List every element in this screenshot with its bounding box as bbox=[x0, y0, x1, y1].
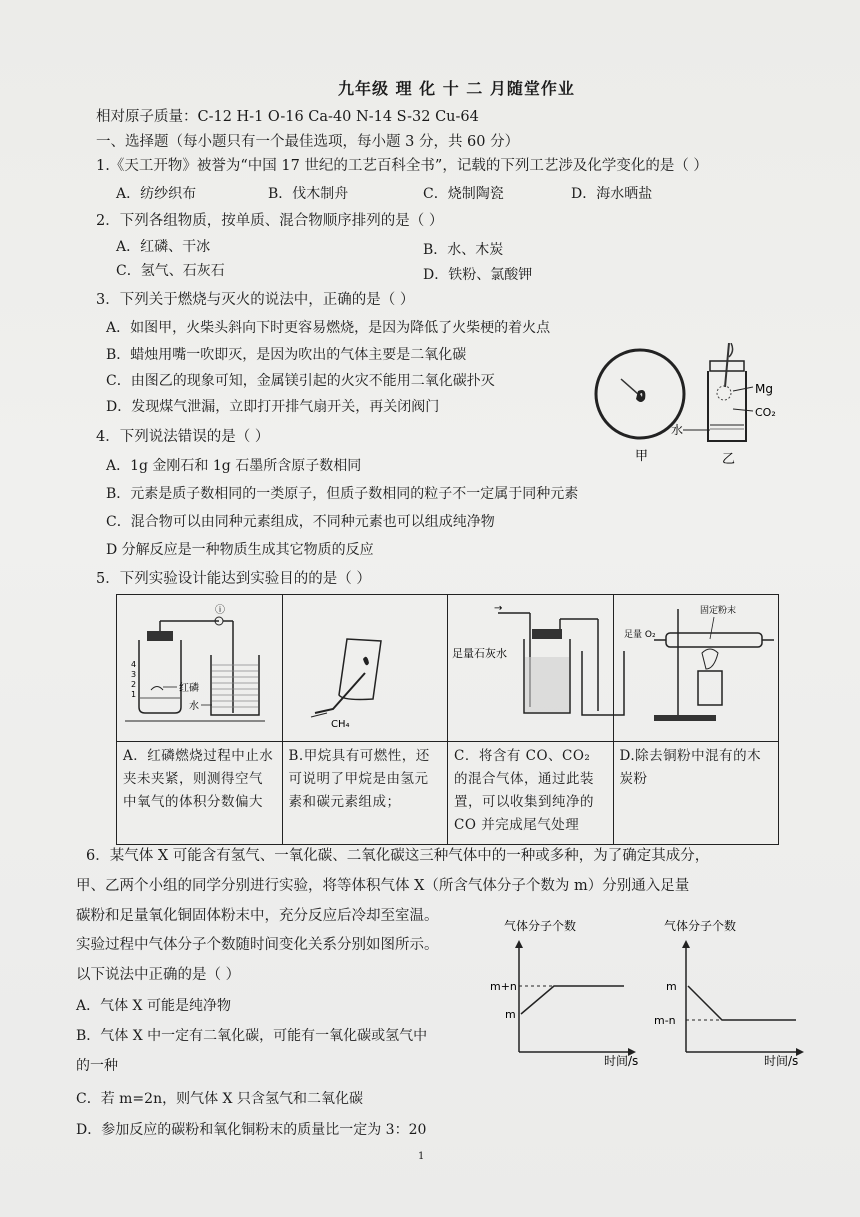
q1-option-d: D．海水晒盐 bbox=[571, 186, 653, 202]
matchstick-icon bbox=[621, 379, 638, 394]
flame-icon bbox=[363, 657, 369, 666]
q5-experiment-table bbox=[116, 594, 779, 845]
label-limewater: 足量石灰水 bbox=[452, 647, 507, 660]
q5-option-c: C．将含有 CO、CO₂ 的混合气体，通过此装置，可以收集到纯净的 CO 并完成尾气处理 bbox=[448, 742, 614, 845]
q5-option-b: B.甲烷具有可燃性，还可说明了甲烷是由氢元素和碳元素组成； bbox=[282, 742, 448, 845]
q1-option-a: A．纺纱织布 bbox=[116, 186, 197, 202]
q5-figure-b-cell bbox=[282, 595, 448, 742]
label-red-phosphorus: 红磷 bbox=[179, 683, 199, 694]
beaker-icon bbox=[211, 655, 259, 715]
q5-figure-c-cell bbox=[448, 595, 614, 742]
combustion-tube-icon bbox=[666, 633, 762, 647]
q3-option-b: B．蜡烛用嘴一吹即灭，是因为吹出的气体主要是二氧化碳 bbox=[106, 347, 467, 363]
fig-label-yi: 乙 bbox=[722, 452, 736, 467]
q5-figure-d-cell bbox=[613, 595, 779, 742]
q5-figure-a bbox=[117, 595, 267, 737]
q6-stem-line5: 以下说法中正确的是（ ） bbox=[76, 967, 241, 983]
q5-option-a: A．红磷燃烧过程中止水夹未夹紧，则测得空气中氧气的体积分数偏大 bbox=[117, 742, 283, 845]
flame-icon bbox=[636, 390, 645, 402]
svg-text:1: 1 bbox=[131, 690, 137, 699]
q3-stem: 3．下列关于燃烧与灭火的说法中，正确的是（ ） bbox=[96, 292, 415, 308]
page-title: 九年级 理 化 十 二 月随堂作业 bbox=[338, 79, 575, 98]
q2-option-b: B．水、木炭 bbox=[423, 242, 504, 258]
q6-stem-line3: 碳粉和足量氧化铜固体粉末中，充分反应后冷却至室温。 bbox=[76, 908, 439, 924]
section-heading: 一、选择题（每小题只有一个最佳选项，每小题 3 分，共 60 分） bbox=[96, 134, 520, 150]
label-water: 水 bbox=[671, 423, 684, 437]
graph2-xlabel: 时间/s bbox=[764, 1054, 799, 1068]
graph1-curve bbox=[521, 986, 624, 1014]
q6-option-a: A．气体 X 可能是纯净物 bbox=[76, 998, 231, 1014]
q4-option-c: C．混合物可以由同种元素组成，不同种元素也可以组成纯净物 bbox=[106, 514, 495, 530]
graph2-ylabel: 气体分子个数 bbox=[664, 919, 737, 933]
label-co2: CO₂ bbox=[755, 406, 776, 419]
q6-stem-line4: 实验过程中气体分子个数随时间变化关系分别如图所示。 bbox=[76, 937, 439, 953]
label-powder: 固定粉末 bbox=[699, 606, 736, 616]
q2-stem: 2．下列各组物质，按单质、混合物顺序排列的是（ ） bbox=[96, 213, 444, 229]
q1-option-c: C．烧制陶瓷 bbox=[423, 186, 504, 202]
q4-stem: 4．下列说法错误的是（ ） bbox=[96, 429, 270, 445]
label-water-a: 水 bbox=[189, 701, 199, 712]
q5-figure-d bbox=[614, 595, 779, 737]
q6-option-d: D．参加反应的碳粉和氧化铜粉末的质量比一定为 3：20 bbox=[76, 1122, 427, 1138]
q4-option-d: D 分解反应是一种物质生成其它物质的反应 bbox=[106, 542, 374, 558]
svg-text:→: → bbox=[494, 603, 503, 614]
q6-graph-2 bbox=[650, 912, 815, 1072]
q6-option-b-line2: 的一种 bbox=[76, 1058, 118, 1074]
q2-option-a: A．红磷、干冰 bbox=[116, 239, 211, 255]
graph2-y-low: m-n bbox=[654, 1014, 676, 1027]
q6-stem-line2: 甲、乙两个小组的同学分别进行实验，将等体积气体 X（所含气体分子个数为 m）分别通入足量 bbox=[76, 878, 690, 894]
label-o2: 足量 O₂ bbox=[623, 630, 656, 640]
jar-icon bbox=[708, 371, 746, 441]
page-number: 1 bbox=[418, 1151, 425, 1162]
q1-option-b: B．伐木制舟 bbox=[268, 186, 349, 202]
q5-option-d: D.除去铜粉中混有的木炭粉 bbox=[613, 742, 779, 845]
svg-text:ⓘ: ⓘ bbox=[215, 605, 225, 616]
q4-option-b: B．元素是质子数相同的一类原子，但质子数相同的粒子不一定属于同种元素 bbox=[106, 486, 579, 502]
q1-stem: 1.《天工开物》被誉为“中国 17 世纪的工艺百科全书”，记载的下列工艺涉及化学变化的是（ ） bbox=[96, 158, 708, 174]
flame-icon bbox=[702, 649, 718, 669]
graph2-y-high: m bbox=[666, 980, 677, 993]
atomic-mass-line: 相对原子质量：C-12 H-1 O-16 Ca-40 N-14 S-32 Cu-64 bbox=[96, 109, 479, 125]
svg-text:3: 3 bbox=[131, 670, 137, 679]
svg-text:4: 4 bbox=[131, 660, 137, 669]
q2-option-c: C．氢气、石灰石 bbox=[116, 263, 225, 279]
svg-text:2: 2 bbox=[131, 680, 137, 689]
q3-option-d: D．发现煤气泄漏，立即打开排气扇开关，再关闭阀门 bbox=[106, 399, 440, 415]
graph2-curve bbox=[688, 986, 796, 1020]
graph1-ylabel: 气体分子个数 bbox=[504, 919, 577, 933]
label-mg: Mg bbox=[755, 382, 773, 396]
q5-figure-a-cell bbox=[117, 595, 283, 742]
q6-graph-1 bbox=[484, 912, 644, 1072]
q3-figures bbox=[583, 343, 783, 473]
inverted-beaker-icon bbox=[339, 639, 381, 700]
burning-mg-icon bbox=[717, 386, 731, 400]
alcohol-lamp-icon bbox=[698, 671, 722, 705]
q2-option-d: D．铁粉、氯酸钾 bbox=[423, 267, 533, 283]
q4-option-a: A．1g 金刚石和 1g 石墨所含原子数相同 bbox=[106, 458, 362, 474]
graph1-y-high: m+n bbox=[490, 980, 517, 993]
q3-option-a: A．如图甲，火柴头斜向下时更容易燃烧，是因为降低了火柴梗的着火点 bbox=[106, 320, 551, 336]
q6-option-b-line1: B．气体 X 中一定有二氧化碳，可能有一氧化碳或氢气中 bbox=[76, 1028, 428, 1044]
q6-stem-line1: 6．某气体 X 可能含有氢气、一氧化碳、二氧化碳这三种气体中的一种或多种，为了确定其成分， bbox=[86, 848, 710, 864]
fig-label-jia: 甲 bbox=[635, 449, 649, 464]
q5-figure-b bbox=[283, 595, 423, 737]
label-ch4: CH₄ bbox=[330, 719, 350, 730]
q5-stem: 5．下列实验设计能达到实验目的的是（ ） bbox=[96, 571, 371, 587]
graph1-y-low: m bbox=[505, 1008, 516, 1021]
q3-option-c: C．由图乙的现象可知，金属镁引起的火灾不能用二氧化碳扑灭 bbox=[106, 373, 495, 389]
q6-option-c: C．若 m=2n，则气体 X 只含氢气和二氧化碳 bbox=[76, 1091, 363, 1107]
graph1-xlabel: 时间/s bbox=[604, 1054, 639, 1068]
